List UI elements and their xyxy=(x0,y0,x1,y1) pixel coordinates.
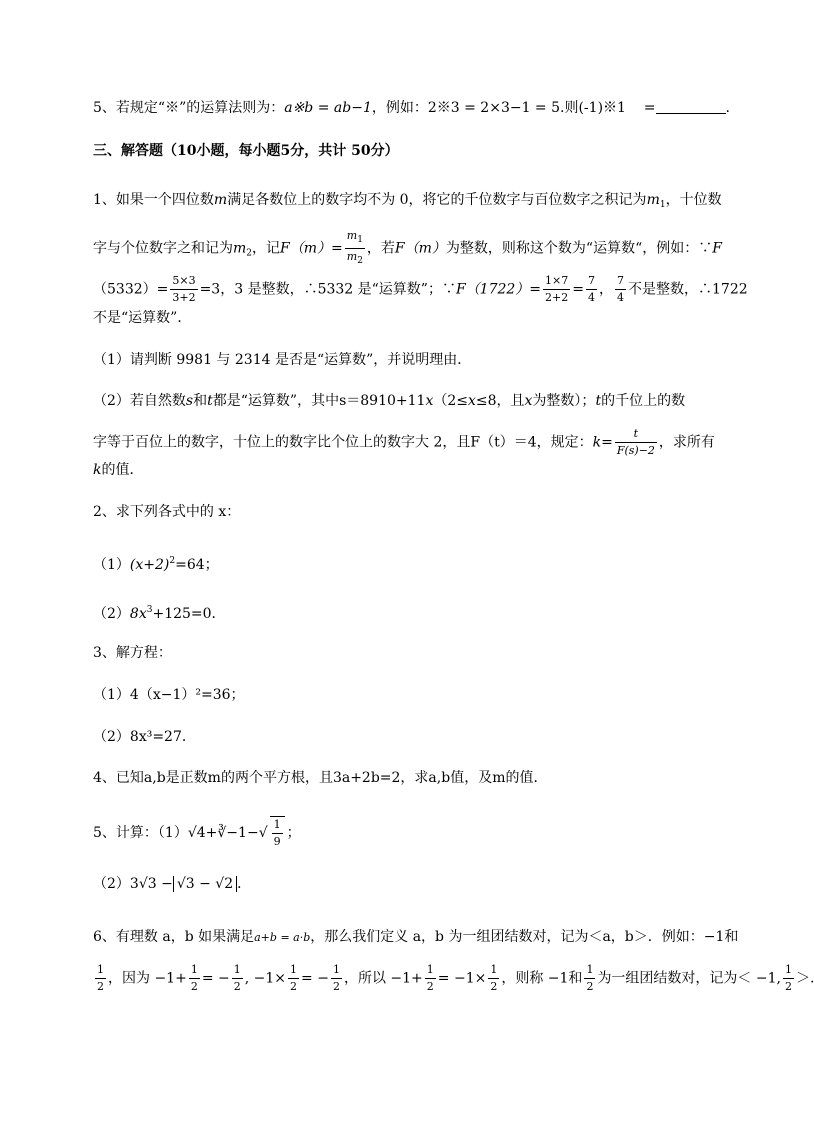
p4-text: 4、已知a,b是正数m的两个平方根，且3a+2b=2，求a,b值，及m的值． xyxy=(93,770,548,786)
frac-num: 7 xyxy=(615,273,626,290)
p5-part-1 xyxy=(93,816,301,850)
p1-line-4: 不是“运算数”． xyxy=(93,310,192,326)
p5-text: ． xyxy=(237,876,252,892)
cbrt-expr: ∛−1 xyxy=(217,825,247,841)
p1-text: 字与个位数字之和记为 xyxy=(93,240,233,257)
var-k: k xyxy=(592,434,602,451)
fraction-half xyxy=(584,962,595,995)
p2-part-1 xyxy=(93,551,219,575)
p2-expr: (x+2) xyxy=(129,557,170,573)
q5-text-2: ，例如： xyxy=(371,100,428,116)
p1-text: 为整数，则称这个数为“运算数“，例如：∵ xyxy=(445,240,713,257)
frac-num: 5×3 xyxy=(170,273,197,290)
frac-den: 3+2 xyxy=(172,291,196,304)
q5-period: . xyxy=(725,100,730,116)
frac-den: 4 xyxy=(588,291,595,304)
p1-text: ，求所有 xyxy=(658,434,715,451)
p1-text: 的千位上的数 xyxy=(601,393,686,409)
fraction-m1-over-m2 xyxy=(345,228,365,269)
p1-text: s＝8910+11 xyxy=(339,393,426,409)
superscript: 2 xyxy=(169,556,176,566)
absolute-value-expr: √3 − √2 xyxy=(173,876,237,892)
fraction xyxy=(543,273,570,306)
var-k: k xyxy=(93,462,102,478)
sqrt-fraction xyxy=(270,816,285,850)
subscript: 1 xyxy=(659,200,666,210)
p1-text: （2）若自然数 xyxy=(93,393,186,409)
frac-num: 1 xyxy=(95,962,106,979)
func-F: F（m）= xyxy=(280,240,343,257)
frac-num: 1 xyxy=(272,817,283,834)
p1-text: 满足各数位上的数字均不为 0，将它的千位数字与百位数字之积记为 xyxy=(227,192,647,208)
frac-den: 9 xyxy=(273,835,281,848)
p1-subquestion-1: （1）请判断 9981 与 2314 是否是“运算数”，并说明理由． xyxy=(93,352,472,368)
p3-part-1: （1）4（x−1）²=36； xyxy=(93,687,245,703)
fraction-half xyxy=(95,962,106,995)
fraction-half xyxy=(288,962,299,995)
var-x: x xyxy=(467,393,476,409)
var-m1: m xyxy=(646,192,660,208)
p6-text: 为一组团结数对，记为＜ −1, xyxy=(597,970,781,987)
p5-text: ； xyxy=(286,825,301,841)
superscript: 3 xyxy=(146,605,153,615)
fraction-half xyxy=(232,962,243,995)
frac-num: 1 xyxy=(189,962,200,979)
frac-den: 4 xyxy=(617,291,624,304)
func-F: F xyxy=(712,240,722,257)
p6-text: , −1× xyxy=(244,970,287,987)
fraction xyxy=(170,273,197,306)
p6-text: ，那么我们定义 a，b 为一组团结数对，记为＜a，b＞．例如：−1和 xyxy=(310,929,739,945)
p2-text: +125=0． xyxy=(152,606,226,622)
p6-text: ，因为 −1+ xyxy=(108,970,187,987)
var-m2: m xyxy=(233,240,247,257)
p1-text: ，若 xyxy=(366,240,395,257)
p1-text: 和 xyxy=(193,393,208,409)
p1-subquestion-2-line-2 xyxy=(93,426,715,459)
frac-num: 7 xyxy=(586,273,597,290)
frac-num: m xyxy=(346,229,358,242)
p5-text: 5、计算：（1） xyxy=(93,825,188,841)
p2-text: =64； xyxy=(175,557,219,573)
q5-text-1: 5、若规定“※”的运算法则为： xyxy=(93,100,285,116)
p6-text: = −1× xyxy=(437,970,487,987)
p1-text: = xyxy=(572,281,584,298)
fraction-half xyxy=(783,962,794,995)
p3-part-2: （2）8x³=27． xyxy=(93,729,196,745)
p6-formula: a+b = a·b xyxy=(254,931,311,944)
fraction xyxy=(586,273,597,306)
p6-text: = − xyxy=(201,970,230,987)
frac-num: 1 xyxy=(425,962,436,979)
p1-text: ，记 xyxy=(252,240,281,257)
p1-text: = xyxy=(601,434,613,451)
frac-num: 1 xyxy=(331,962,342,979)
p6-text: ＞. xyxy=(795,970,814,987)
frac-den: 2 xyxy=(190,980,198,993)
frac-den: 2 xyxy=(426,980,434,993)
fraction-k xyxy=(615,426,657,459)
frac-den: 2 xyxy=(490,980,498,993)
p1-text: （2≤ xyxy=(433,393,468,409)
p1-line-1 xyxy=(93,190,722,215)
p2-title: 2、求下列各式中的 x： xyxy=(93,504,241,520)
subscript: 1 xyxy=(357,235,363,245)
p5-expr: 3√3 − xyxy=(129,876,173,892)
func-F: F（m） xyxy=(394,240,446,257)
fraction-half xyxy=(331,962,342,995)
p1-line-2 xyxy=(93,228,722,269)
p1-subquestion-2-line-3 xyxy=(93,460,143,480)
fill-blank-question-5 xyxy=(93,98,730,118)
frac-den: 2 xyxy=(97,980,104,993)
p1-text: 1、如果一个四位数 xyxy=(93,192,214,208)
frac-num: 1×7 xyxy=(543,273,570,290)
p3-title: 3、解方程： xyxy=(93,645,172,661)
q5-formula: a※b = ab−1 xyxy=(284,100,372,116)
sqrt-symbol: √ xyxy=(258,825,268,841)
p1-subquestion-2-line-1 xyxy=(93,391,685,411)
p1-text: （5332）= xyxy=(93,281,169,298)
var-x: x xyxy=(524,393,533,409)
frac-den: 2 xyxy=(233,980,241,993)
fraction-half xyxy=(488,962,499,995)
frac-den: m xyxy=(346,250,358,263)
fraction xyxy=(615,273,626,306)
p6-text: ，所以 −1+ xyxy=(343,970,423,987)
frac-num: 1 xyxy=(232,962,243,979)
var-x: x xyxy=(425,393,434,409)
p1-text: ， xyxy=(599,281,613,298)
frac-num: 1 xyxy=(288,962,299,979)
p6-text: = − xyxy=(301,970,329,987)
var-m: m xyxy=(213,192,228,208)
p1-text: 不是整数，∴1722 xyxy=(628,281,748,298)
p5-label: （2） xyxy=(93,876,130,892)
fraction-half xyxy=(189,962,200,995)
answer-blank xyxy=(656,101,726,114)
fraction-half xyxy=(425,962,436,995)
p5-op: − xyxy=(246,825,259,841)
p1-text: 的值． xyxy=(101,462,144,478)
q5-example: 2※3 = 2×3−1 = 5.则(-1)※1 xyxy=(427,100,626,116)
p1-text: F（1722）= xyxy=(455,281,542,298)
p1-text: 为整数）； xyxy=(532,393,596,409)
q5-equals: = xyxy=(643,100,656,116)
p6-text: ，则称 −1和 xyxy=(501,970,583,987)
frac-num: 1 xyxy=(783,962,794,979)
frac-den: 2 xyxy=(290,980,298,993)
frac-den: 2 xyxy=(332,980,340,993)
frac-den: F(s)−2 xyxy=(616,444,655,457)
var-t: t xyxy=(207,393,213,409)
p1-text: =3，3 是整数，∴5332 是“运算数”；∵ xyxy=(199,281,456,298)
p2-label: （2） xyxy=(93,606,130,622)
p1-text: ≤8，且 xyxy=(475,393,525,409)
p1-text: F（t）＝4，规定： xyxy=(470,434,593,451)
frac-den: 2 xyxy=(586,980,594,993)
p1-line-3 xyxy=(93,273,748,306)
frac-den: 2 xyxy=(784,980,792,993)
p5-part-2 xyxy=(93,874,251,894)
p5-op: + xyxy=(205,825,218,841)
subscript: 2 xyxy=(246,248,253,259)
p1-text: 都是“运算数”，其中 xyxy=(212,393,340,409)
section-title: 三、解答题（10小题，每小题5分，共计 50分） xyxy=(93,143,399,159)
p1-text: ，十位数 xyxy=(665,192,722,208)
sqrt-expr: √4 xyxy=(187,825,206,841)
var-s: s xyxy=(185,393,194,409)
frac-num: 1 xyxy=(584,962,595,979)
p2-expr: 8x xyxy=(129,606,147,622)
p6-text: 6、有理数 a，b 如果满足 xyxy=(93,929,255,945)
p1-text: 字等于百位上的数字，十位上的数字比个位上的数字大 2，且 xyxy=(93,434,471,451)
p6-line-1 xyxy=(93,927,738,948)
var-t: t xyxy=(595,393,602,409)
p2-part-2 xyxy=(93,600,226,624)
frac-den: 2+2 xyxy=(545,291,569,304)
subscript: 2 xyxy=(357,256,363,266)
p6-line-2 xyxy=(93,962,814,995)
frac-num: 1 xyxy=(488,962,499,979)
frac-num: t xyxy=(615,426,657,443)
p2-label: （1） xyxy=(93,557,130,573)
